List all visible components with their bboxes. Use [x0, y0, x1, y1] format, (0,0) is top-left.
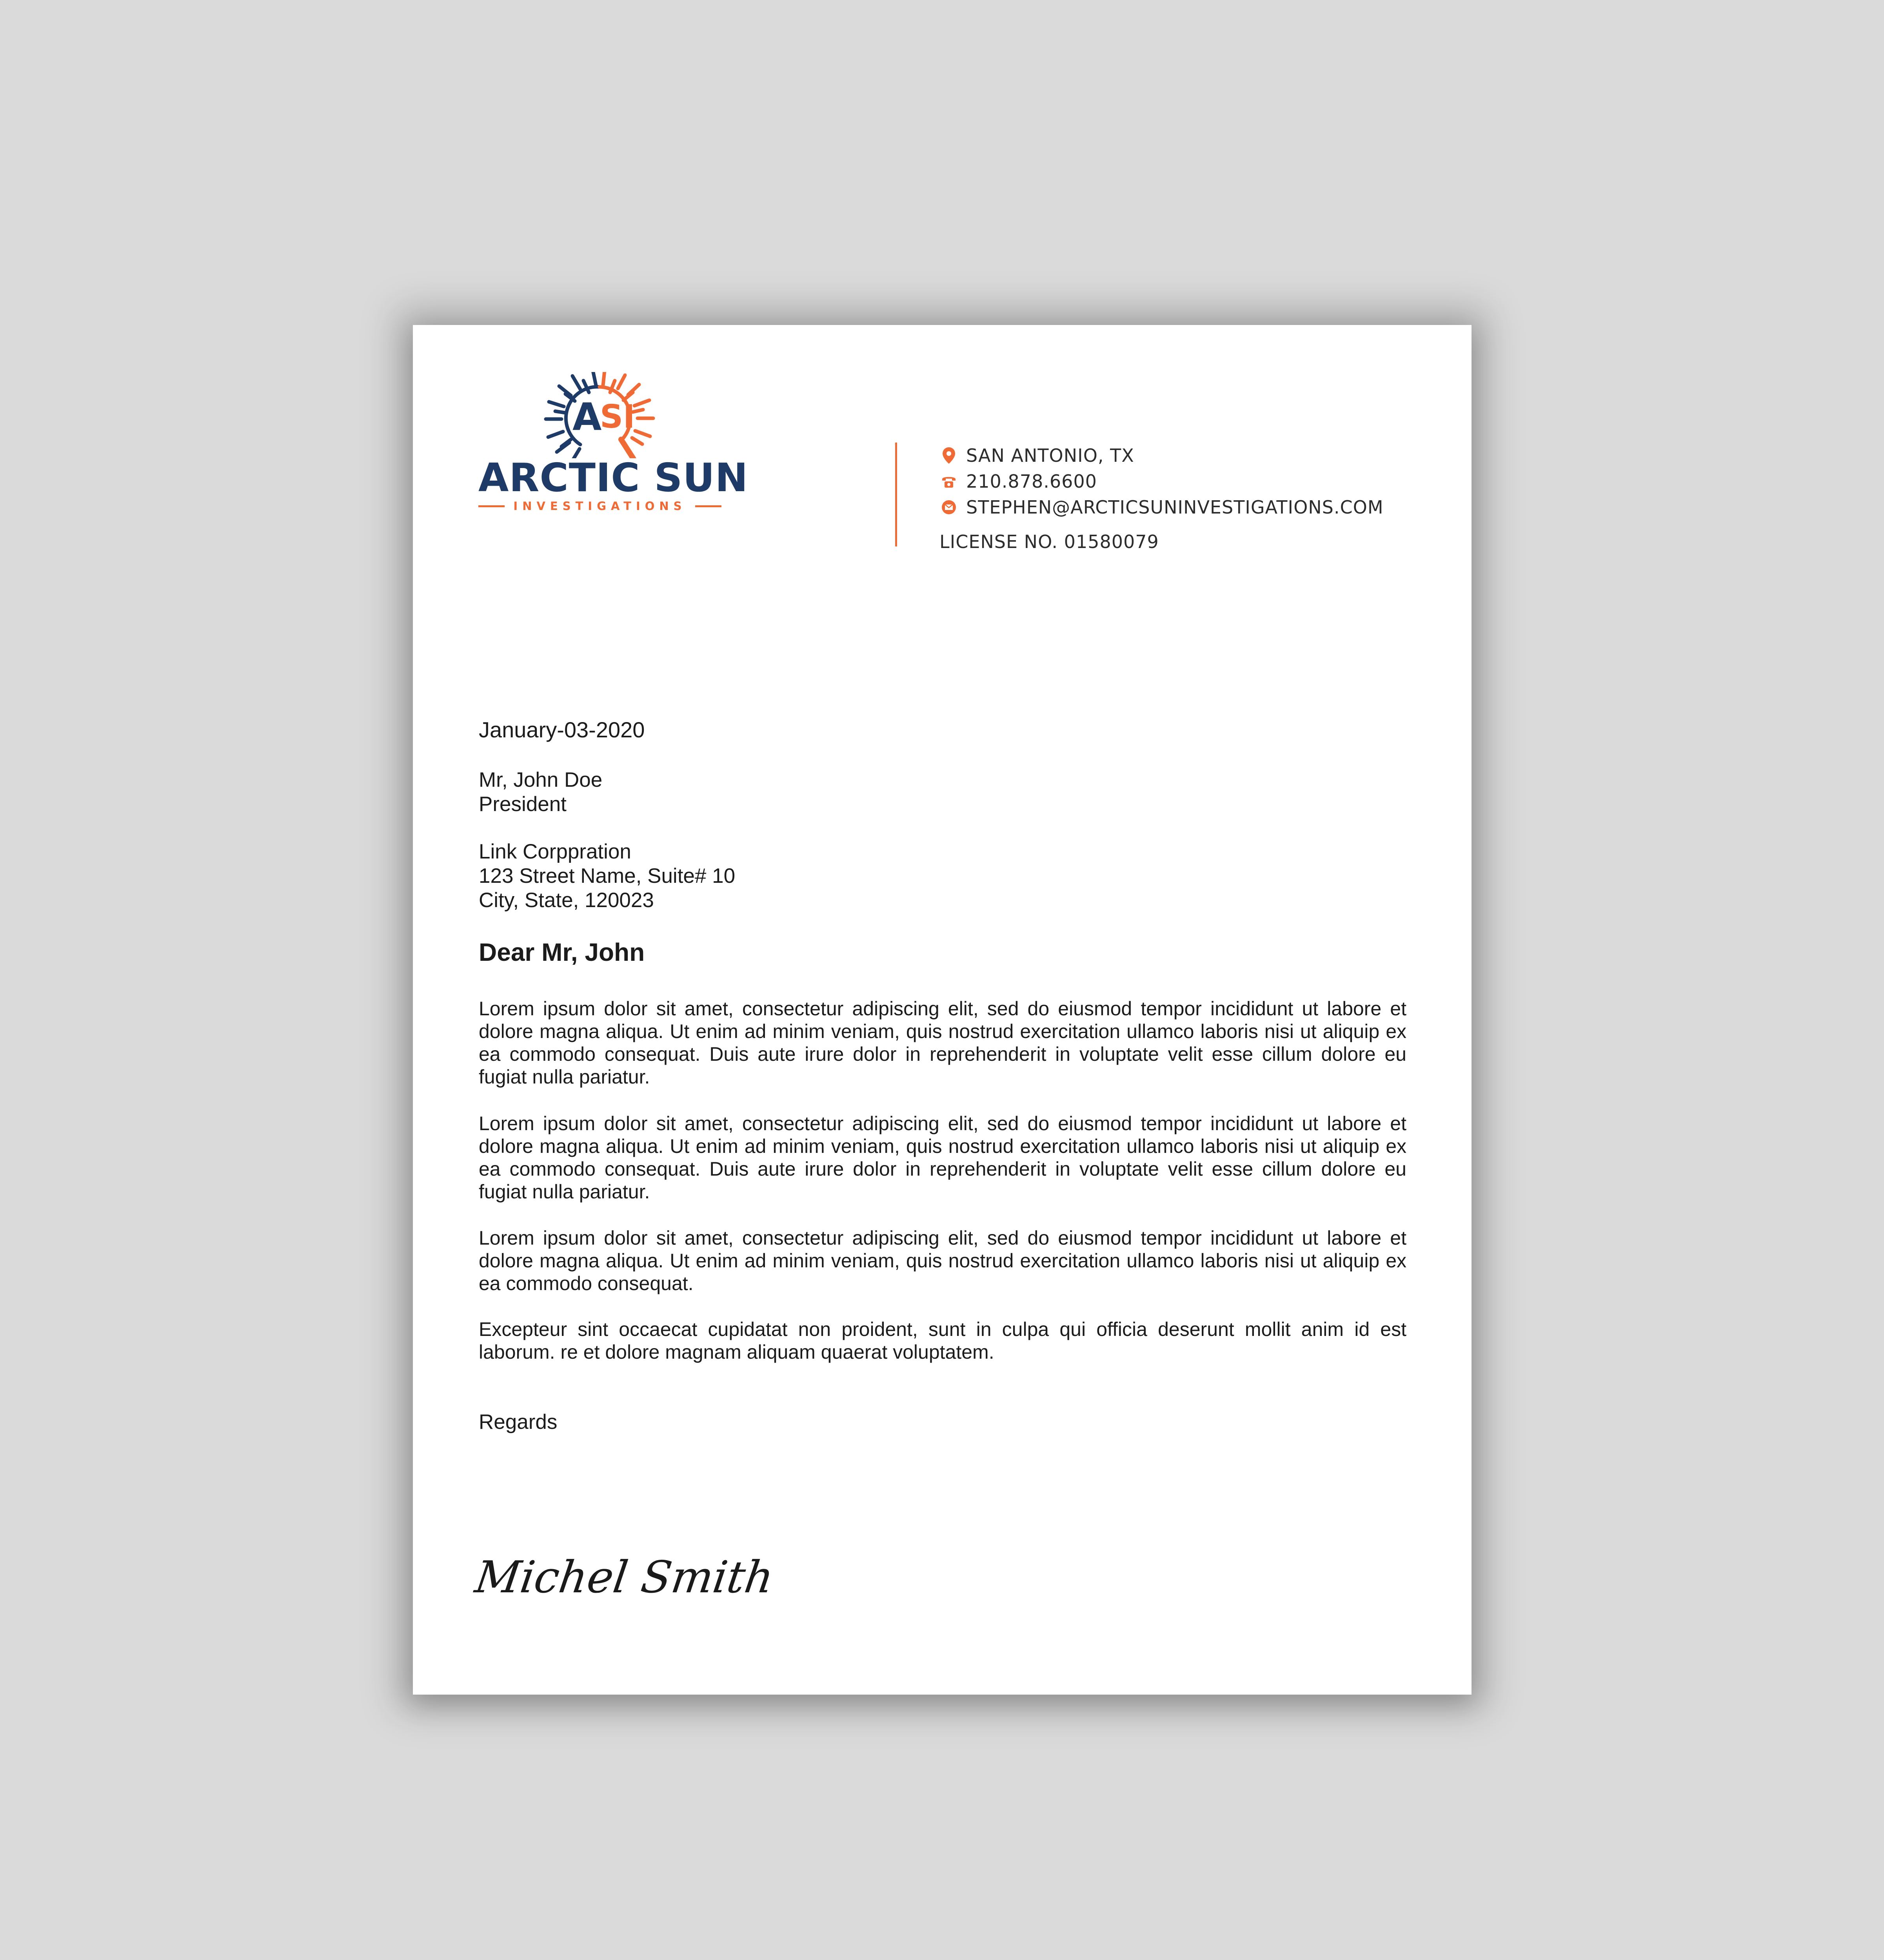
letter-page: [413, 325, 1472, 1695]
license-number: LICENSE NO. 01580079: [939, 531, 1159, 552]
phone-text: 210.878.6600: [966, 471, 1097, 492]
logo-rule-left: [478, 505, 505, 507]
contact-info: [939, 443, 1384, 552]
logo-subtitle-text: INVESTIGATIONS: [513, 499, 687, 513]
location-pin-icon: [939, 446, 958, 465]
contact-phone: [939, 468, 1384, 494]
signature: Michel Smith: [472, 1552, 777, 1603]
logo-subtitle: [478, 499, 721, 513]
body-paragraph-3: Lorem ipsum dolor sit amet, consectetur adipiscing elit, sed do eiusmod tempor incididunt ut labore et dolore magna aliqua. Ut enim ad minim veniam, quis nostrud exercitation ullamco laboris nisi ut aliquip ex ea commodo consequat.: [479, 1227, 1406, 1294]
header-divider: [895, 443, 897, 546]
contact-email: [939, 494, 1384, 520]
logo-name: ARCTIC SUN: [478, 455, 749, 501]
body-paragraph-2: Lorem ipsum dolor sit amet, consectetur adipiscing elit, sed do eiusmod tempor incididunt ut labore et dolore magna aliqua. Ut enim ad minim veniam, quis nostrud exercitation ullamco laboris nisi ut aliquip ex ea commodo consequat. Duis aute irure dolor in reprehenderit in voluptate velit esse cillum dolore eu fugiat nulla pariatur.: [479, 1112, 1406, 1203]
recipient-block: [479, 768, 602, 817]
recipient-name: Mr, John Doe: [479, 768, 603, 791]
body-paragraph-4: Excepteur sint occaecat cupidatat non proident, sunt in culpa qui officia deserunt mollit anim id est laborum. re et dolore magnam aliquam quaerat voluptatem.: [479, 1318, 1406, 1363]
contact-location: [939, 443, 1384, 468]
company-logo: [478, 372, 749, 521]
logo-rule-right: [695, 505, 721, 507]
address-block: [479, 840, 735, 913]
closing: Regards: [479, 1410, 558, 1434]
company-name: Link Corppration: [479, 840, 631, 863]
street-address: 123 Street Name, Suite# 10: [479, 864, 736, 887]
logo-monogram-a: A: [572, 395, 602, 439]
city-state-zip: City, State, 120023: [479, 889, 654, 912]
letter-date: January-03-2020: [479, 717, 645, 742]
email-text: STEPHEN@ARCTICSUNINVESTIGATIONS.COM: [966, 497, 1384, 518]
salutation: Dear Mr, John: [479, 938, 645, 966]
body-paragraph-1: Lorem ipsum dolor sit amet, consectetur adipiscing elit, sed do eiusmod tempor incididunt ut labore et dolore magna aliqua. Ut enim ad minim veniam, quis nostrud exercitation ullamco laboris nisi ut aliquip ex ea commodo consequat. Duis aute irure dolor in reprehenderit in voluptate velit esse cillum dolore eu fugiat nulla pariatur.: [479, 998, 1406, 1088]
recipient-title: President: [479, 793, 567, 816]
logo-monogram-si: SI: [600, 398, 635, 436]
email-icon: [939, 498, 958, 517]
sun-magnifier-icon: [478, 372, 721, 458]
phone-icon: [939, 472, 958, 491]
location-text: SAN ANTONIO, TX: [966, 445, 1134, 466]
